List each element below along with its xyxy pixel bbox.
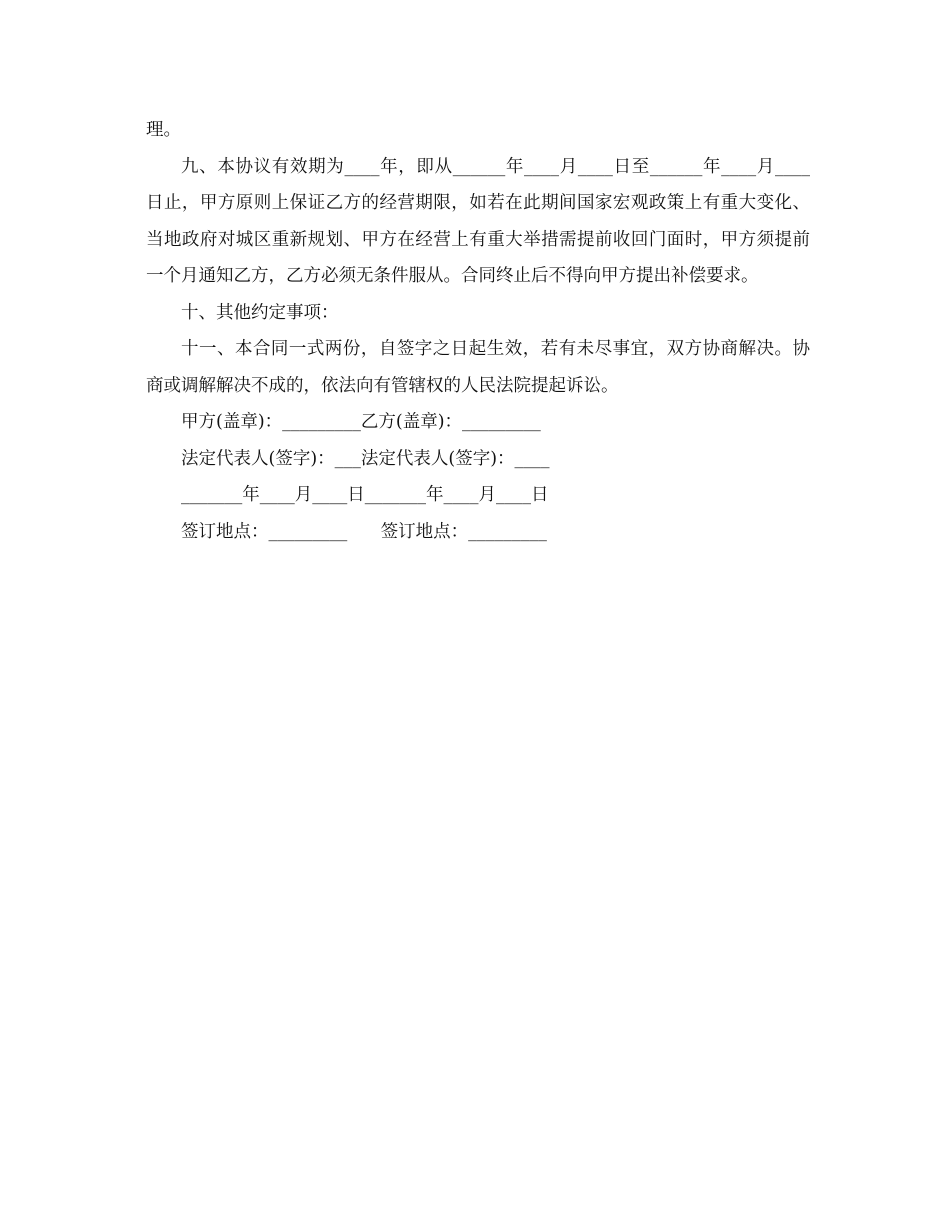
signature-representative-line: 法定代表人(签字)：___法定代表人(签字)：____ — [181, 448, 550, 469]
paragraph-clause-ten: 十、其他约定事项： — [181, 302, 339, 323]
paragraph-clause-nine: 九、本协议有效期为____年，即从______年____月____日至______年____月____日止，甲方原则上保证乙方的经营期限，如若在此期间国家宏观政策上有重大变化、当地政府对城区重新规划、甲方在经营上有重大举措需提前收回门面时，甲方须提前一个月通知乙方，乙方必须无条件服从。合同终止后不得向甲方提出补偿要求。 — [146, 156, 810, 286]
paragraph-clause-eleven: 十一、本合同一式两份，自签字之日起生效，若有未尽事宜，双方协商解决。协商或调解解决不成的，依法向有管辖权的人民法院提起诉讼。 — [146, 339, 810, 396]
paragraph-continuation: 理。 — [146, 120, 181, 140]
signature-date-line: _______年____月____日_______年____月____日 — [181, 485, 549, 505]
signature-seal-line: 甲方(盖章)：_________乙方(盖章)：_________ — [181, 412, 541, 432]
document-body — [146, 112, 810, 550]
signature-place-line: 签订地点：_________ 签订地点：_________ — [181, 521, 547, 542]
